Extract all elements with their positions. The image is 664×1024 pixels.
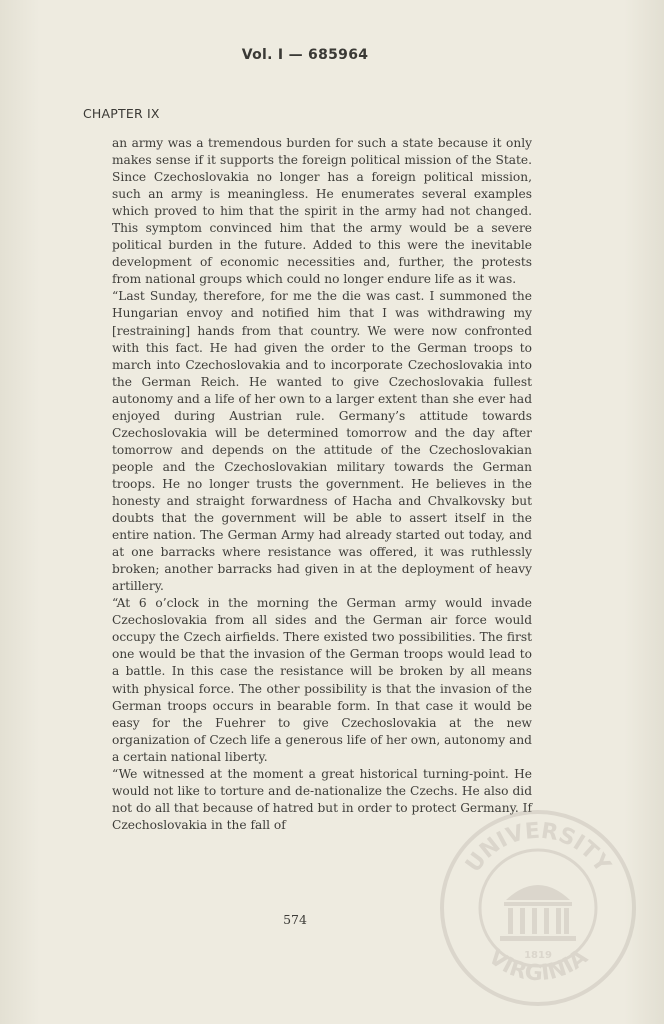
paragraph-3: “At 6 o’clock in the morning the German army would invade Czechoslovakia from all sides and the German air force would occupy the Czech airfields. There existed two possibilities. The first one would be that the invasion of the German troops would lead to a battle. In this case the resistance will be broken by all means with physical force. The other possibility is that the invasion of the German troops occurs in bearable form. In that case it would be easy for the Fuehrer to give Czechoslovakia at the new organization of Czech life a generous life of her own, autonomy and a certain national liberty. <box>112 596 532 764</box>
paragraph-4: “We witnessed at the moment a great historical turning-point. He would not like to torture and de-nationalize the Czechs. He also did not do all that because of hatred but in order to protect Germany. If Czechoslovakia in the fall of <box>112 766 532 832</box>
seal-top-text: UNIVERSITY <box>461 818 615 878</box>
university-seal-watermark <box>438 808 638 1008</box>
paragraph-2: “Last Sunday, therefore, for me the die was cast. I summoned the Hungarian envoy and notified him that I was withdrawing my [restraining] hands from that country. We were now confronted with this fact. He had given the order to the German troops to march into Czechoslovakia and to incorporate Czechoslovakia into the German Reich. He wanted to give Czechoslovakia fullest autonomy and a life of her own to a larger extent than she ever had enjoyed during Austrian rule. Germany’s attitude towards Czechoslovakia will be determined tomorrow and the day after tomorrow and depends on the attitude of the Czechoslovakian people and the Czechoslovakian military towards the German troops. He no longer trusts the government. He believes in the honesty and straight forwardness of Hacha and Chvalkovsky but doubts that the government will be able to assert itself in the entire nation. The German Army had already started out today, and at one barracks where resistance was offered, it was ruthlessly broken; another barracks had given in at the deployment of heavy artillery. <box>112 289 532 594</box>
chapter-heading: CHAPTER IX <box>83 106 160 121</box>
volume-header: Vol. I — 685964 <box>241 47 369 63</box>
paragraph-1: an army was a tremendous burden for such a state because it only makes sense if it supports the foreign political mission of the State. Since Czechoslovakia no longer has a foreign political mission, such an army is meaningless. He enumerates several examples which proved to him that the spirit in the army had not changed. This symptom convinced him that the army would be a severe political burden in the future. Added to this were the inevitable development of economic necessities and, further, the protests from national groups which could no longer endure life as it was. <box>112 136 532 287</box>
page-number: 574 <box>283 912 307 927</box>
seal-year: 1819 <box>524 950 552 961</box>
body-text <box>112 135 532 834</box>
rotunda-icon <box>500 885 576 941</box>
seal-bottom-text: VIRGINIA <box>483 944 593 987</box>
